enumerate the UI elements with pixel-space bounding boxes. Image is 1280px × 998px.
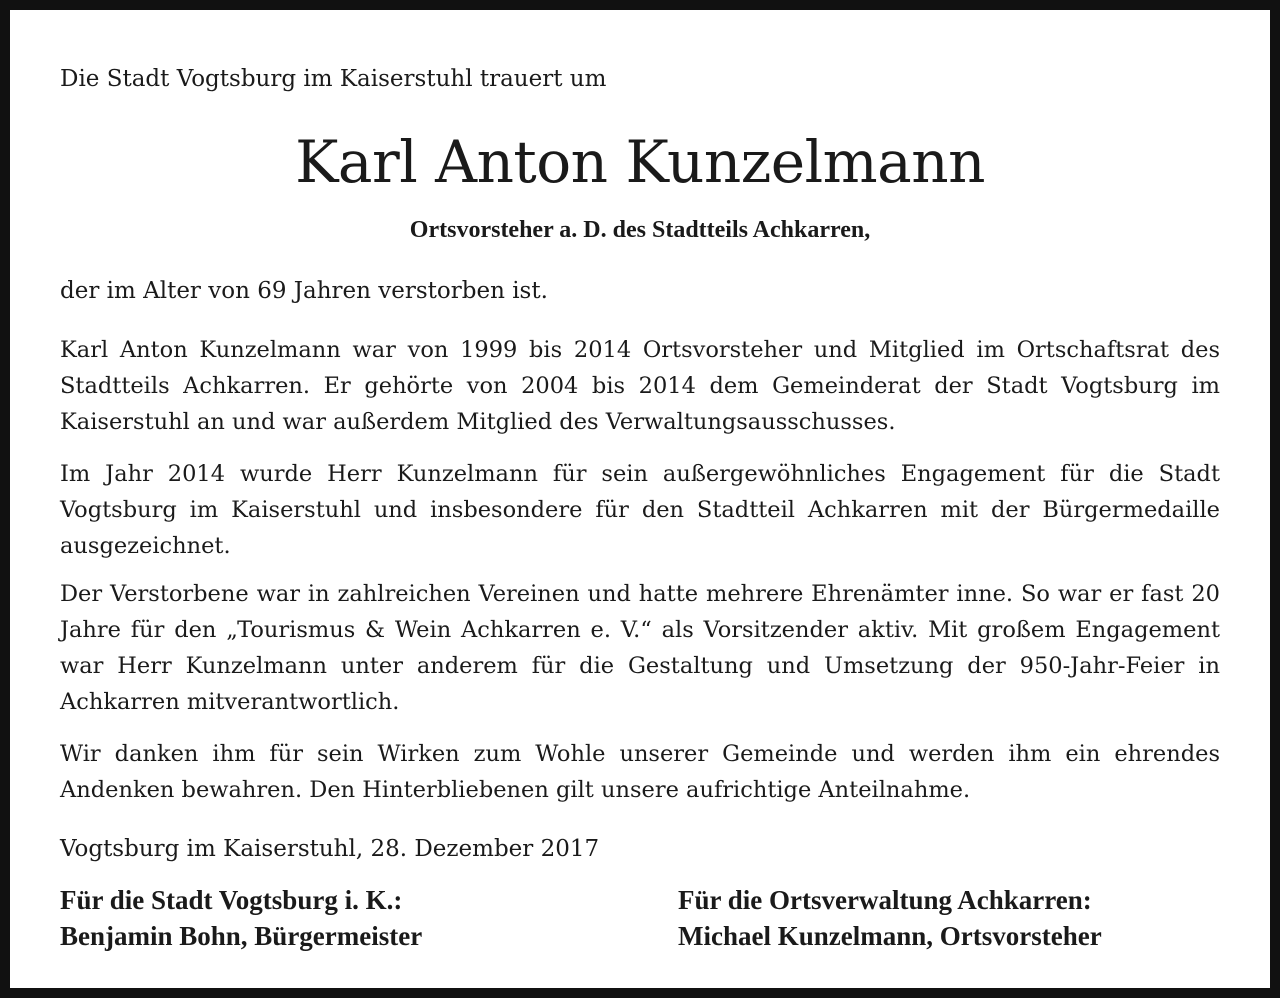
paragraph-condolences: Wir danken ihm für sein Wirken zum Wohle unserer Gemeinde und werden ihm ein ehrendes Andenken bewahren. Den Hinterbliebenen gilt unsere aufrichtige Anteilnahme. bbox=[60, 741, 1220, 803]
signature-district bbox=[678, 882, 1102, 954]
signature-city-org: Für die Stadt Vogtsburg i. K.: bbox=[60, 885, 403, 915]
signature-city-person: Benjamin Bohn, Bürgermeister bbox=[60, 921, 423, 951]
signature-district-person: Michael Kunzelmann, Ortsvorsteher bbox=[678, 921, 1102, 951]
notice-content bbox=[60, 10, 1220, 988]
deceased-name: Karl Anton Kunzelmann bbox=[295, 128, 985, 196]
signature-city bbox=[60, 882, 422, 954]
paragraph-associations: Der Verstorbene war in zahlreichen Vereinen und hatte mehrere Ehrenämter inne. So war er fast 20 Jahre für den „Tourismus & Wein Achkarren e. V.“ als Vorsitzender aktiv. Mit großem Engagement war Herr Kunzelmann unter anderem für die Gestaltung und Umsetzung der 950-Jahr-Feier in Achkarren mitverantwortlich. bbox=[60, 581, 1220, 715]
place-date: Vogtsburg im Kaiserstuhl, 28. Dezember 2017 bbox=[60, 836, 600, 862]
deceased-role: Ortsvorsteher a. D. des Stadtteils Achkarren, bbox=[409, 217, 871, 243]
paragraph-award: Im Jahr 2014 wurde Herr Kunzelmann für sein außergewöhnliches Engagement für die Stadt Vogtsburg im Kaiserstuhl und insbesondere für den Stadtteil Achkarren mit der Bürgermedaille ausgezeichnet. bbox=[60, 461, 1220, 559]
paragraph-career: Karl Anton Kunzelmann war von 1999 bis 2014 Ortsvorsteher und Mitglied im Ortschaftsrat des Stadtteils Achkarren. Er gehörte von 2004 bis 2014 dem Gemeinderat der Stadt Vogtsburg im Kaiserstuhl an und war außerdem Mitglied des Verwaltungsausschusses. bbox=[60, 337, 1220, 435]
signature-district-org: Für die Ortsverwaltung Achkarren: bbox=[678, 885, 1092, 915]
intro-line: Die Stadt Vogtsburg im Kaiserstuhl trauert um bbox=[60, 66, 607, 92]
age-line: der im Alter von 69 Jahren verstorben ist. bbox=[60, 278, 548, 304]
